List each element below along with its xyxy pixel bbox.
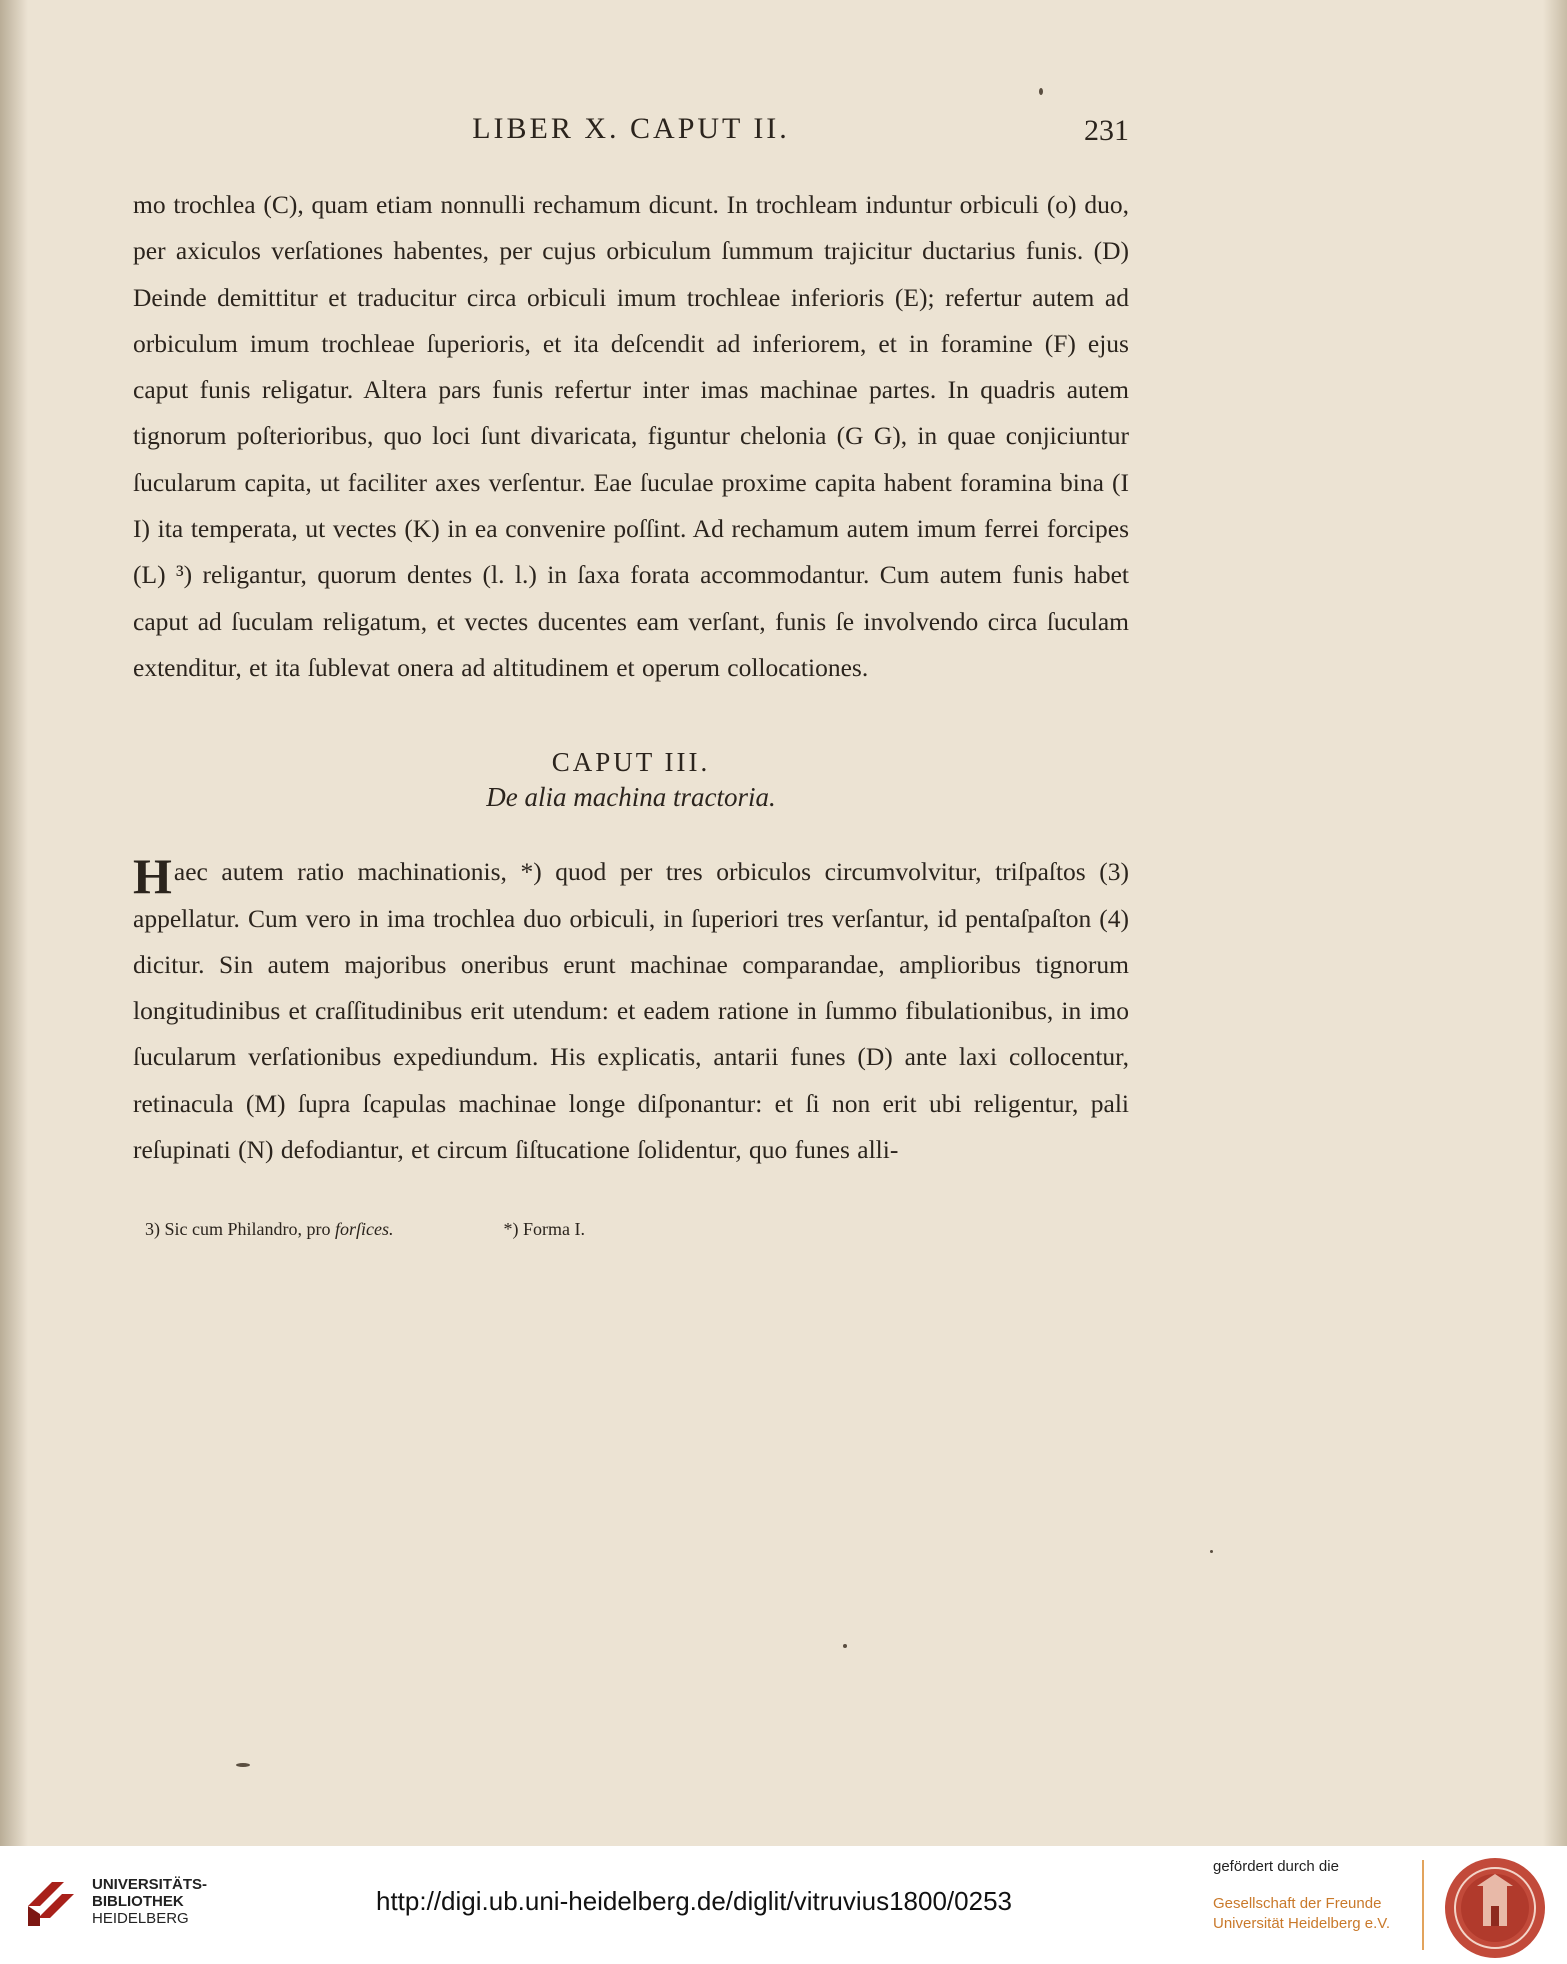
- sponsor-name-line1: Gesellschaft der Freunde: [1213, 1895, 1382, 1912]
- footnote-3-italic: forſices.: [334, 1219, 394, 1240]
- footer-divider: [1422, 1860, 1424, 1950]
- body-paragraph-2-text: aec autem ratio machinationis, *) quod per tres orbiculos circumvolvitur, triſpaſtos (3) appellatur. Cum vero in ima trochlea duo orbiculi, in ſuperiori tres verſantur, id pentaſpaſton (4) dicitur. Sin autem majoribus oneribus erunt machinae comparandae, amplioribus tignorum longitudinibus et craſſitudinibus erit utendum: et eadem ratione in ſummo fibulationibus, in imo ſucularum verſationibus expediundum. His explicatis, antarii funes (D) ante laxi collocentur, retinacula (M) ſupra ſcapulas machinae longe diſponantur: et ſi non erit ubi religentur, pali reſupinati (N) defodiantur, et circum ſiſtucatione ſolidentur, quo funes alli-: [133, 857, 1129, 1165]
- body-paragraph-2: [133, 849, 1129, 1173]
- drop-cap: H: [133, 848, 172, 905]
- running-head: [133, 112, 1129, 160]
- library-name: [92, 1876, 207, 1927]
- library-name-line2: BIBLIOTHEK: [92, 1893, 184, 1910]
- ink-speck: [236, 1763, 250, 1767]
- library-name-line1: UNIVERSITÄTS-: [92, 1876, 208, 1893]
- digitization-footer: [0, 1846, 1567, 1964]
- book-page: [133, 112, 1129, 1240]
- library-name-line3: HEIDELBERG: [92, 1910, 189, 1927]
- university-library-logo-icon: [22, 1868, 86, 1932]
- ink-speck: [1210, 1550, 1213, 1553]
- university-seal-icon: [1443, 1856, 1547, 1960]
- sponsor-name-line2: Universität Heidelberg e.V.: [1213, 1915, 1391, 1932]
- footnote-star: *) Forma I.: [503, 1219, 585, 1240]
- ink-speck: [1039, 88, 1043, 95]
- sponsor-name: [1213, 1894, 1390, 1934]
- footnote-3: [145, 1219, 393, 1240]
- page-number: 231: [1084, 114, 1129, 147]
- footnotes: [133, 1219, 1129, 1240]
- footnote-3-text: 3) Sic cum Philandro, pro: [145, 1219, 331, 1240]
- chapter-title: CAPUT III.: [551, 747, 711, 778]
- chapter-subtitle: De alia machina tractoria.: [486, 782, 776, 813]
- body-paragraph-1: mo trochlea (C), quam etiam nonnulli rechamum dicunt. In trochleam induntur orbiculi (o) duo, per axiculos verſationes habentes, per cujus orbiculum ſummum trajicitur ductarius funis. (D) Deinde demittitur et traducitur circa orbiculi imum trochleae inferioris (E); refertur autem ad orbiculum imum trochleae ſuperioris, et ita deſcendit ad inferiorem, et in foramine (F) ejus caput funis religatur. Altera pars funis refertur inter imas machinae partes. In quadris autem tignorum poſterioribus, quo loci ſunt divaricata, figuntur chelonia (G G), in quae conjiciuntur ſucularum capita, ut faciliter axes verſentur. Eae ſuculae proxime capita habent foramina bina (I I) ita temperata, ut vectes (K) in ea convenire poſſint. Ad rechamum autem imum ferrei forcipes (L) ³) religantur, quorum dentes (l. l.) in ſaxa forata accommodantur. Cum autem funis habet caput ad ſuculam religatum, et vectes ducentes eam verſant, funis ſe involvendo circa ſuculam extenditur, et ita ſublevat onera ad altitudinem et operum collocationes.: [133, 190, 1129, 682]
- ink-speck: [843, 1644, 847, 1648]
- sponsor-lead: gefördert durch die: [1213, 1858, 1339, 1875]
- running-title: LIBER X. CAPUT II.: [472, 112, 790, 145]
- permalink-url[interactable]: http://digi.ub.uni-heidelberg.de/diglit/vitruvius1800/0253: [376, 1886, 1012, 1916]
